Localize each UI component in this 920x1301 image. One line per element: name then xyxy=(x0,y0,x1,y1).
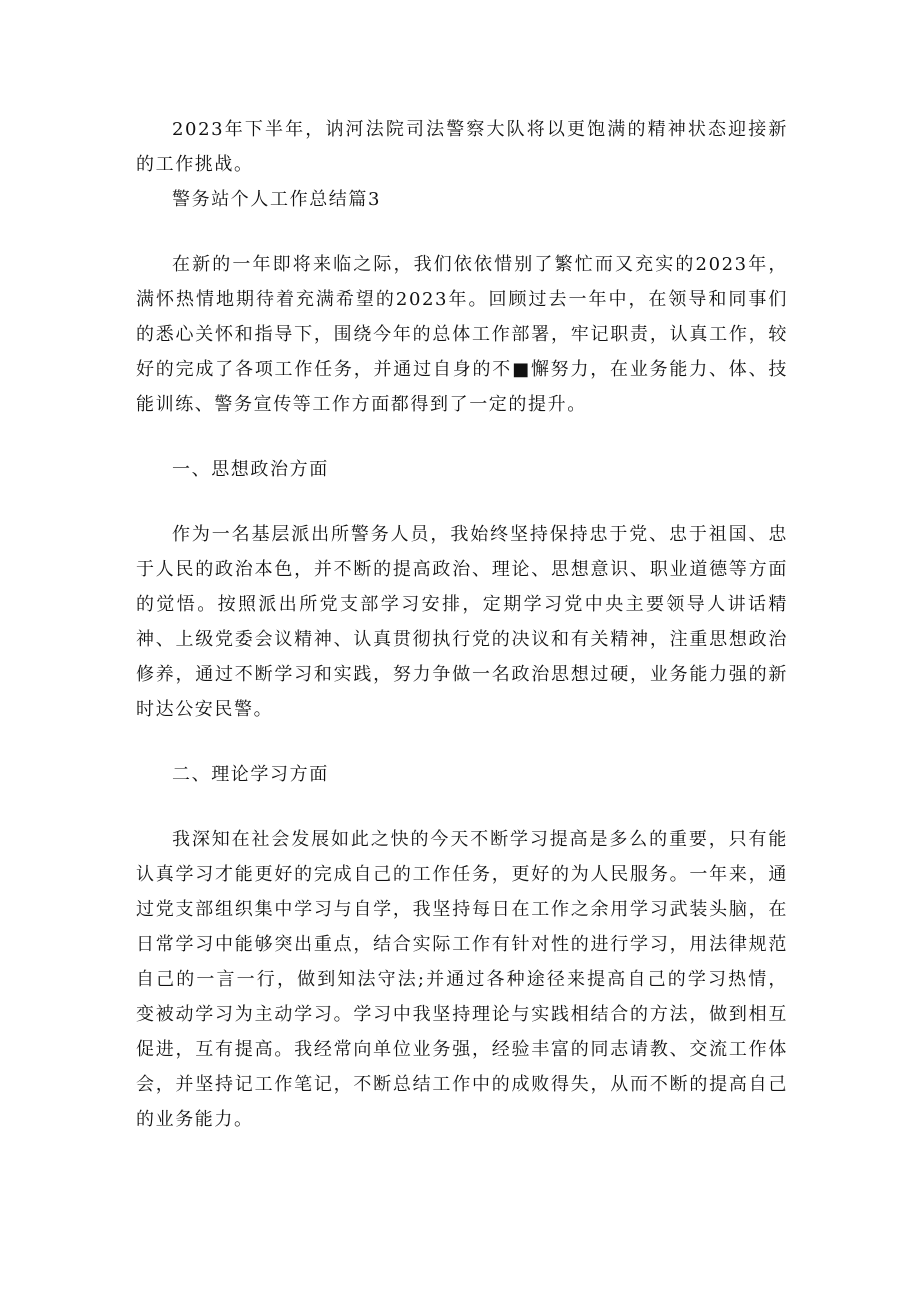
document-body xyxy=(136,112,788,1137)
paragraph-opening: 在新的一年即将来临之际，我们依依惜别了繁忙而又充实的2023年，满怀热情地期待着充满希望的2023年。回顾过去一年中，在领导和同事们的悉心关怀和指导下，围绕今年的总体工作部署，牢记职责，认真工作，较好的完成了各项工作任务，并通过自身的不■懈努力，在业务能力、体、技能训练、警务宣传等工作方面都得到了一定的提升。 xyxy=(136,254,788,415)
paragraph-theory: 我深知在社会发展如此之快的今天不断学习提高是多么的重要，只有能认真学习才能更好的完成自己的工作任务，更好的为人民服务。一年来，通过党支部组织集中学习与自学，我坚持每日在工作之余用学习武装头脑，在日常学习中能够突出重点，结合实际工作有针对性的进行学习，用法律规范自己的一言一行，做到知法守法;并通过各种途径来提高自己的学习热情，变被动学习为主动学习。学习中我坚持理论与实践相结合的方法，做到相互促进，互有提高。我经常向单位业务强，经验丰富的同志请教、交流工作体会，并坚持记工作笔记，不断总结工作中的成败得失，从而不断的提高自己的业务能力。 xyxy=(136,829,788,1130)
section-heading-political: 一、思想政治方面 xyxy=(172,459,329,480)
document-title: 警务站个人工作总结篇3 xyxy=(172,189,382,210)
spacer xyxy=(136,217,788,247)
spacer xyxy=(136,727,788,757)
spacer xyxy=(136,422,788,452)
spacer xyxy=(136,792,788,822)
spacer xyxy=(136,487,788,517)
paragraph-intro: 2023年下半年，讷河法院司法警察大队将以更饱满的精神状态迎接新的工作挑战。 xyxy=(136,119,788,175)
paragraph-political: 作为一名基层派出所警务人员，我始终坚持保持忠于党、忠于祖国、忠于人民的政治本色，并不断的提高政治、理论、思想意识、职业道德等方面的觉悟。按照派出所党支部学习安排，定期学习党中央主要领导人讲话精神、上级党委会议精神、认真贯彻执行党的决议和有关精神，注重思想政治修养，通过不断学习和实践，努力争做一名政治思想过硬，业务能力强的新时达公安民警。 xyxy=(136,524,788,720)
section-heading-theory: 二、理论学习方面 xyxy=(172,764,329,785)
